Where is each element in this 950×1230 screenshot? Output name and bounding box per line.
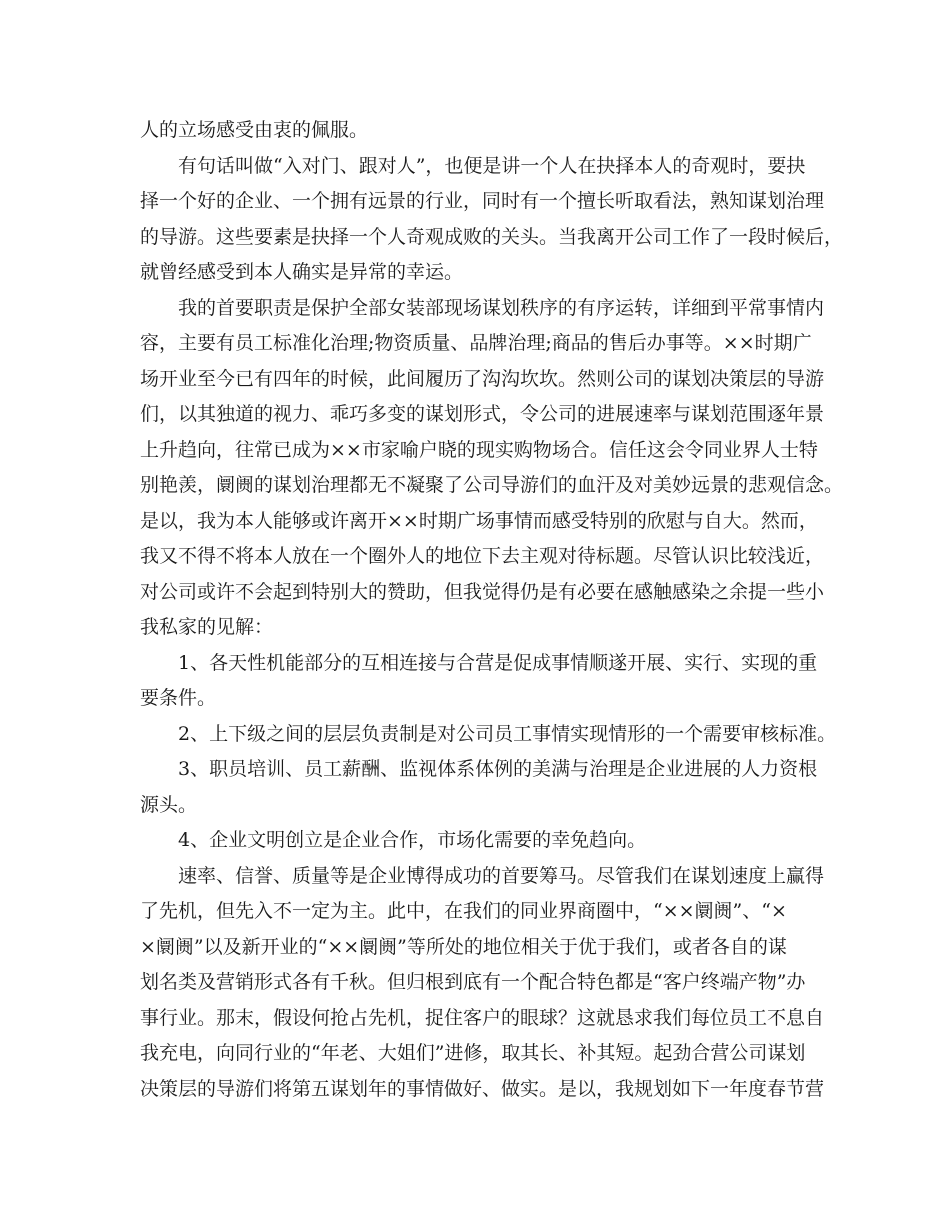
text-line: 源头。 <box>140 794 198 816</box>
text-line: 上升趋向，往常已成为××市家喻户晓的现实购物场合。信任这会令同业界人士特 <box>140 439 818 461</box>
text-line: ×阛阓”以及新开业的“××阛阓”等所处的地位相关于优于我们，或者各自的谋 <box>140 936 787 958</box>
text-line: 就曾经感受到本人确实是异常的幸运。 <box>140 261 464 283</box>
text-line: 决策层的导游们将第五谋划年的事情做好、做实。是以，我规划如下一年度春节营 <box>140 1078 825 1100</box>
text-line: 的导游。这些要素是抉择一个人奇观成败的关头。当我离开公司工作了一段时候后， <box>140 226 844 248</box>
text-line: 我私家的见解： <box>140 616 274 638</box>
paragraph-start-line: 有句话叫做“入对门、跟对人”，也便是讲一个人在抉择本人的奇观时，要抉 <box>178 155 806 177</box>
text-line: 别艳羡，阛阓的谋划治理都无不凝聚了公司导游们的血汗及对美妙远景的悲观信念。 <box>140 474 844 496</box>
text-line: 容，主要有员工标准化治理;物资质量、品牌治理;商品的售后办事等。××时期广 <box>140 332 812 354</box>
text-line: 划名类及营销形式各有千秋。但归根到底有一个配合特色都是“客户终端产物”办 <box>140 971 806 993</box>
text-line: 了先机，但先入不一定为主。此中，在我们的同业界商圈中，“××阛阓”、“× <box>140 900 787 922</box>
list-item-line: 4、企业文明创立是企业合作，市场化需要的幸免趋向。 <box>178 829 647 851</box>
paragraph-start-line: 我的首要职责是保护全部女装部现场谋划秩序的有序运转，详细到平常事情内 <box>178 297 825 319</box>
list-item-line: 1、各天性机能部分的互相连接与合营是促成事情顺遂开展、实行、实现的重 <box>178 652 818 674</box>
list-item-line: 2、上下级之间的层层负责制是对公司员工事情实现情形的一个需要审核标准。 <box>178 723 837 745</box>
paragraph-start-line: 速率、信誉、质量等是企业博得成功的首要筹马。尽管我们在谋划速度上赢得 <box>178 865 825 887</box>
text-line: 对公司或许不会起到特别大的赞助，但我觉得仍是有必要在感触感染之余提一些小 <box>140 581 825 603</box>
text-line: 我又不得不将本人放在一个圈外人的地位下去主观对待标题。尽管认识比较浅近， <box>140 545 825 567</box>
text-line: 场开业至今已有四年的时候，此间履历了沟沟坎坎。然则公司的谋划决策层的导游 <box>140 368 825 390</box>
text-line: 人的立场感受由衷的佩服。 <box>140 119 369 141</box>
text-line: 择一个好的企业、一个拥有远景的行业，同时有一个擅长听取看法，熟知谋划治理 <box>140 190 825 212</box>
text-line: 要条件。 <box>140 687 217 709</box>
text-line: 我充电，向同行业的“年老、大姐们”进修，取其长、补其短。起劲合营公司谋划 <box>140 1042 806 1064</box>
text-line: 们，以其独道的视力、乖巧多变的谋划形式，令公司的进展速率与谋划范围逐年景 <box>140 403 825 425</box>
text-line: 是以，我为本人能够或许离开××时期广场事情而感受特别的欣慰与自大。然而， <box>140 510 818 532</box>
list-item-line: 3、职员培训、员工薪酬、监视体系体例的美满与治理是企业进展的人力资根 <box>178 758 818 780</box>
text-line: 事行业。那末，假设何抢占先机，捉住客户的眼球？这就恳求我们每位员工不息自 <box>140 1007 825 1029</box>
